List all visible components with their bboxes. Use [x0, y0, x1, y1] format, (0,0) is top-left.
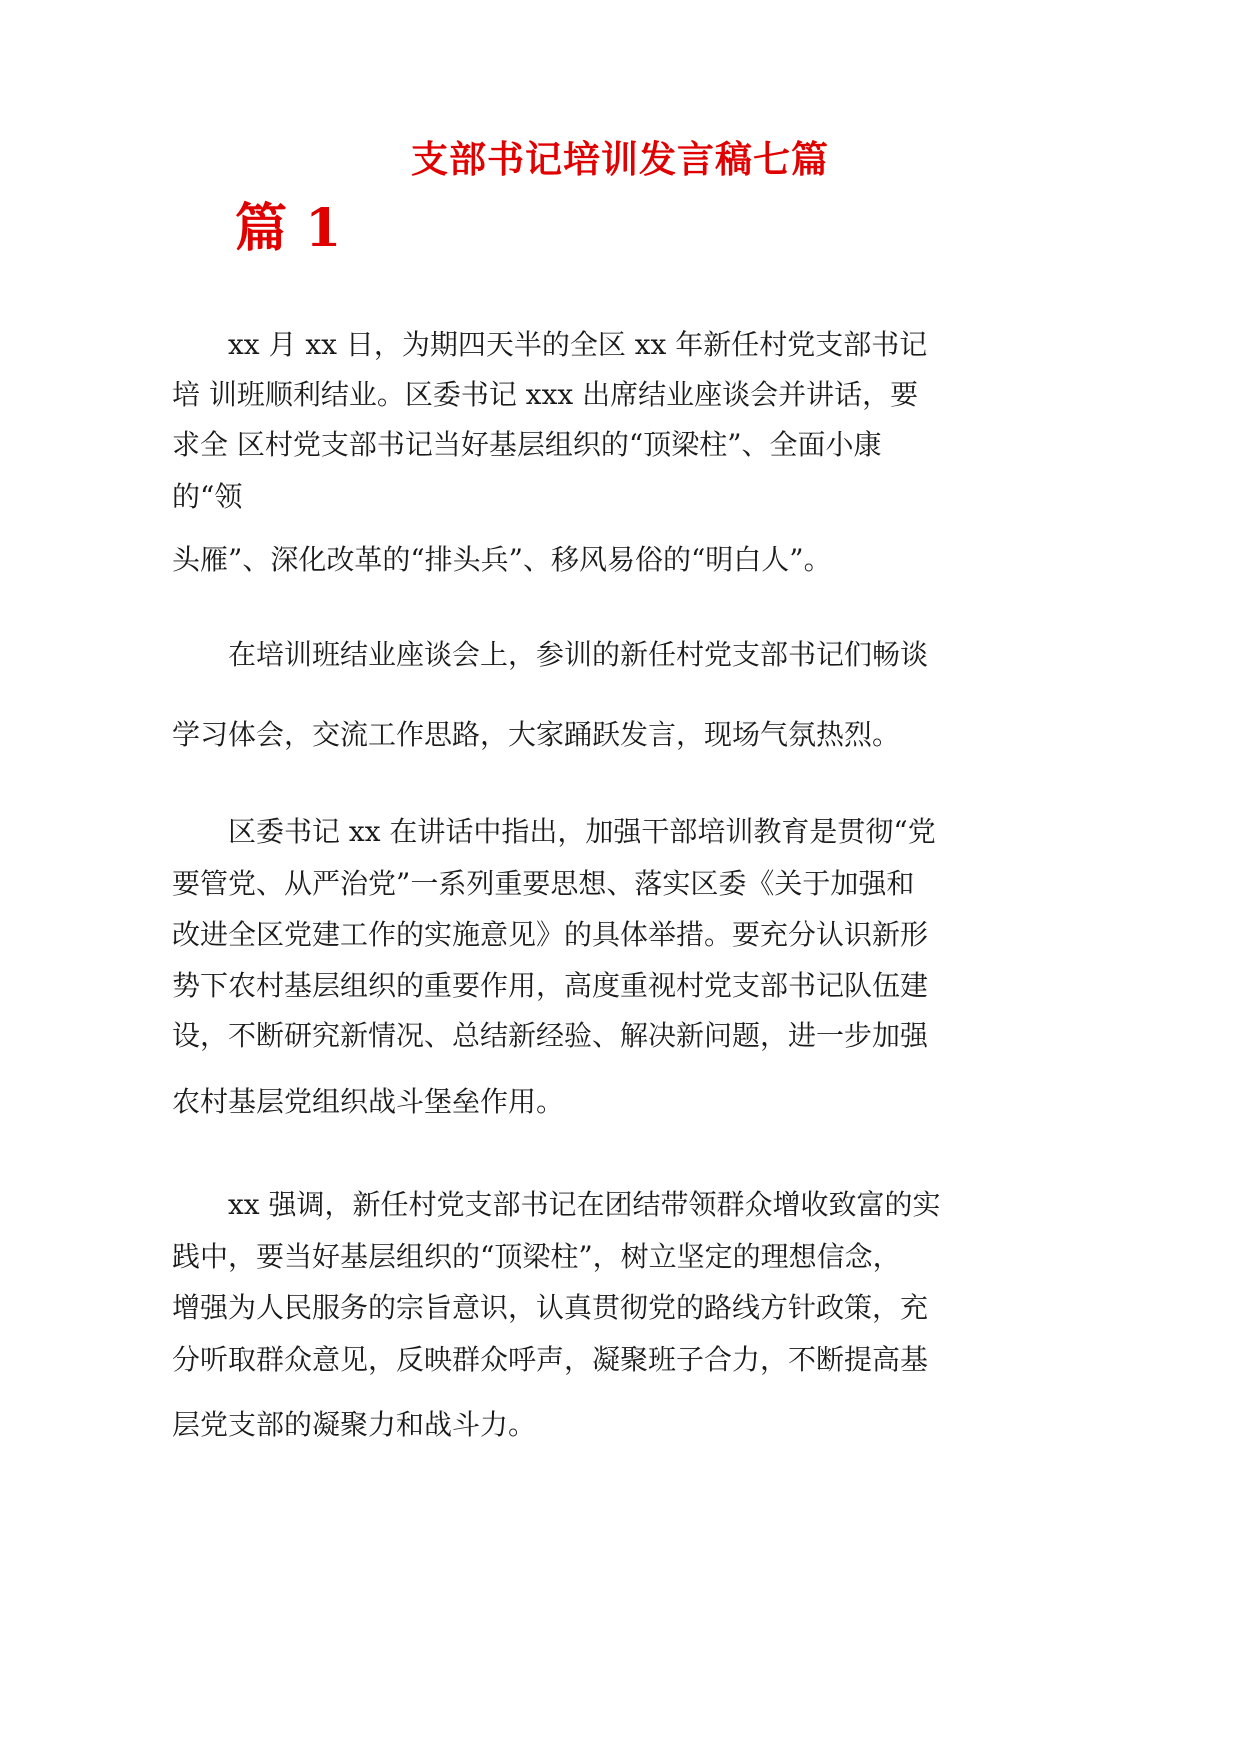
- paragraph-line: 的“领: [172, 480, 243, 513]
- document-title: 支部书记培训发言稿七篇: [411, 137, 829, 181]
- paragraph-line: 求全 区村党支部书记当好基层组织的“顶梁柱”、全面小康: [172, 428, 882, 461]
- paragraph-line: 设，不断研究新情况、总结新经验、解决新问题，进一步加强: [172, 1019, 929, 1052]
- paragraph-line: xx 月 xx 日，为期四天半的全区 xx 年新任村党支部书记: [228, 328, 928, 361]
- section-heading: 篇 1: [235, 198, 342, 259]
- paragraph-line: 农村基层党组织战斗堡垒作用。: [172, 1085, 565, 1118]
- paragraph-line: 增强为人民服务的宗旨意识，认真贯彻党的路线方针政策，充: [172, 1291, 929, 1324]
- paragraph-line: 头雁”、深化改革的“排头兵”、移风易俗的“明白人”。: [172, 543, 832, 576]
- paragraph-line: 势下农村基层组织的重要作用，高度重视村党支部书记队伍建: [172, 969, 929, 1002]
- paragraph-line: 分听取群众意见，反映群众呼声，凝聚班子合力，不断提高基: [172, 1343, 929, 1376]
- paragraph-line: xx 强调，新任村党支部书记在团结带领群众增收致富的实: [228, 1188, 941, 1221]
- paragraph-line: 践中，要当好基层组织的“顶梁柱”，树立坚定的理想信念，: [172, 1240, 901, 1273]
- paragraph-line: 要管党、从严治党”一系列重要思想、落实区委《关于加强和: [172, 867, 915, 900]
- paragraph-line: 区委书记 xx 在讲话中指出，加强干部培训教育是贯彻“党: [228, 815, 936, 848]
- paragraph-line: 改进全区党建工作的实施意见》的具体举措。要充分认识新形: [172, 918, 929, 951]
- paragraph-line: 学习体会，交流工作思路，大家踊跃发言，现场气氛热烈。: [172, 718, 901, 751]
- paragraph-line: 层党支部的凝聚力和战斗力。: [172, 1408, 537, 1441]
- paragraph-line: 培 训班顺利结业。区委书记 xxx 出席结业座谈会并讲话，要: [172, 378, 919, 411]
- paragraph-line: 在培训班结业座谈会上，参训的新任村党支部书记们畅谈: [228, 638, 929, 671]
